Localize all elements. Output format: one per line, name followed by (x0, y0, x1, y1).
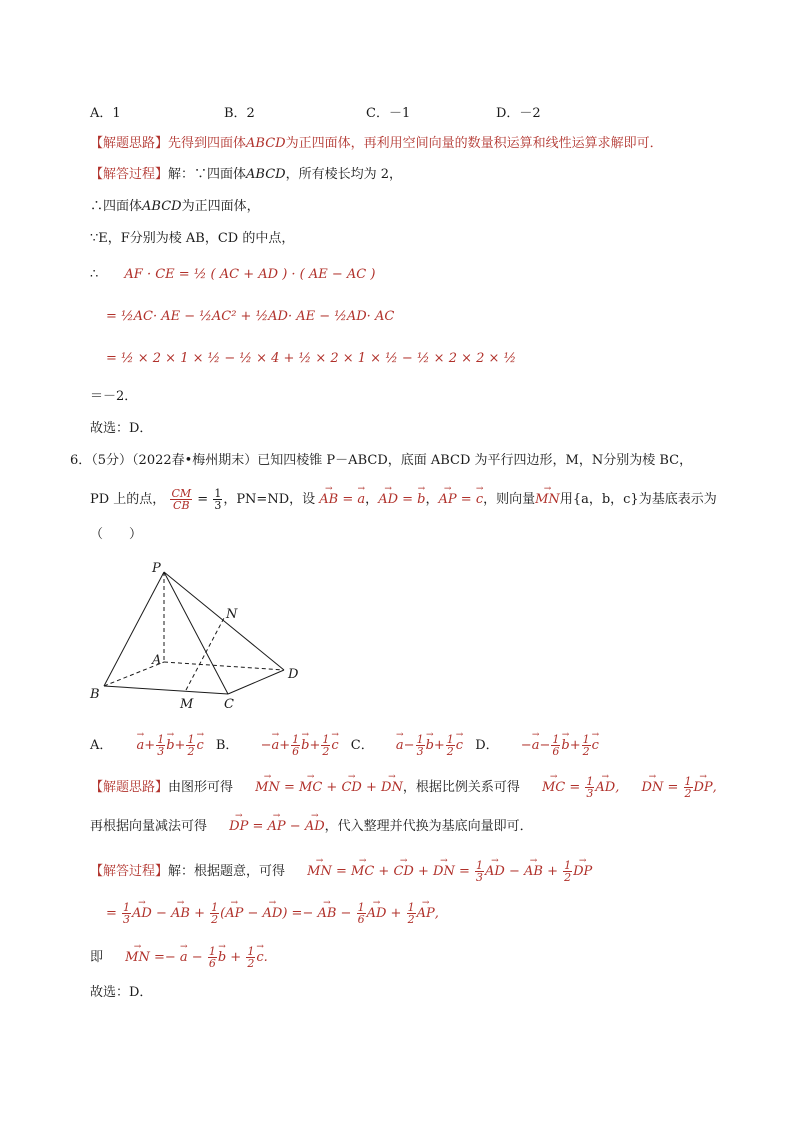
q5-eq3-text: = ½ × 2 × 1 × ½ − ½ × 4 + ½ × 2 × 1 × ½ − ½ × 2 × 2 × ½ (106, 351, 517, 366)
q6-hint-4: ，代入整理并代换为基底向量即可． (324, 819, 533, 834)
q6-stem-2b: ，PN=ND，设 (223, 492, 316, 507)
q6-hint-line-2: 再根据向量减法可得 → DP = → AP − → AD，代入整理并代换为基底向量即可． (90, 818, 533, 836)
label-b: B (90, 687, 100, 702)
q5-proc-2c: 为正四面体， (181, 199, 260, 214)
q5-option-c: C．－1 (366, 106, 411, 121)
q5-proc-line-1 (90, 166, 402, 184)
edge-pb (104, 572, 164, 686)
q6-option-b: B． (215, 738, 239, 753)
q5-proc-1c: ，所有棱长均为 2， (285, 167, 402, 182)
q6-option-a: A． (90, 738, 113, 753)
q5-option-b: B．2 (224, 106, 255, 121)
q6-options-line: A． → a+ $\frac{1}{3}$ → b+ $\frac{1}{2}$ → c B． −→ a+ $\frac{1}{6}$ → b+ $\frac{1}{2}$ → c C． → a− $\frac{1}{3}$ → b+ $\frac{1}{2}$ → c D． −→ a− $\frac{1}{6}$ → b+ $\frac{1}{2}$ → c (90, 734, 599, 757)
q5-hint-line (90, 135, 663, 153)
q5-eq-1 (90, 266, 375, 284)
q5-proc-2a: ∴四面体 (90, 199, 143, 214)
pyramid-figure (88, 556, 308, 716)
q6-stem-2c: ，则向量 (483, 492, 536, 507)
q5-eq-2 (106, 308, 394, 326)
label-m: M (180, 697, 194, 712)
q6-hint-2: ，根据比例关系可得 (402, 780, 520, 795)
label-p: P (152, 561, 161, 576)
label-d: D (288, 667, 299, 682)
q6-proc-line-3: 即 → MN =− → a − $\frac{1}{6}$ → b + $\frac{1}{2}$ → c. (90, 946, 268, 969)
q6-option-c: C． (350, 738, 374, 753)
q6-cm: CM (171, 487, 192, 500)
q5-proc-1a: 解：∵四面体 (168, 167, 247, 182)
q6-proc-1: 解：根据题意，可得 (168, 864, 286, 879)
edge-ad (164, 662, 284, 670)
edge-bc (104, 686, 228, 694)
q5-proc-line-3: ∵E，F分别为棱 AB，CD 的中点， (90, 231, 295, 246)
q5-proc-2b: ABCD (142, 199, 182, 214)
label-c: C (224, 697, 234, 712)
q6-stem-1: （5分）（2022春•梅州期末）已知四棱锥 P－ABCD，底面 ABCD 为平行四边形，M，N分别为棱 BC， (91, 453, 693, 468)
q6-cb: CB (173, 499, 190, 512)
q5-therefore: ∴ (90, 267, 99, 282)
q5-option-a: A．1 (90, 106, 121, 121)
q6-number: 6． (70, 453, 92, 468)
q6-hint-1: 由图形可得 (168, 780, 234, 795)
q6-stem-2a: PD 上的点， (90, 492, 166, 507)
q5-proc-line-2 (90, 198, 260, 216)
label-n: N (226, 607, 238, 622)
q5-eq-4: ＝－2． (90, 389, 138, 404)
q6-stem-line-1 (70, 452, 692, 470)
q6-proc-line-1: 【解答过程】解：根据题意，可得 → MN = → MC + → CD + → DN = $\frac{1}{3}$ → AD − → AB + $\frac{1}{2}$ → DP (90, 860, 592, 883)
q6-answer: 故选：D． (90, 985, 153, 1000)
q5-proc-tag: 【解答过程】 (90, 167, 169, 182)
q5-hint-text-2: 为正四面体，再利用空间向量的数量积运算和线性运算求解即可． (285, 136, 663, 151)
q6-hint-3: 再根据向量减法可得 (90, 819, 208, 834)
q5-eq-3 (106, 350, 516, 368)
q5-option-d: D．－2 (496, 106, 541, 121)
q5-eq2-text: = ½AC· AE − ½AC² + ½AD· AE − ½AD· AC (106, 309, 395, 324)
q6-ratio-fraction (170, 488, 192, 511)
q6-hint-tag: 【解题思路】 (90, 780, 169, 795)
q6-stem-line-2: PD 上的点， $\frac{CM}{CB}$ = $\frac{1}{3}$ ，PN=ND，设 → AB = → a，→ AD = → b，→ AP = → c，则向量→ MN用{a，b，c}为基底表示为 (90, 488, 717, 511)
q6-option-d: D． (475, 738, 499, 753)
q5-answer: 故选：D． (90, 421, 153, 436)
q6-hint-line-1: 【解题思路】由图形可得 → MN = → MC + → CD + → DN，根据比例关系可得 → MC = $\frac{1}{3}$ → AD, → DN = $\frac{1}{2}$ → DP, (90, 776, 717, 799)
q5-eq1-text: AF · CE = ½ ( AC + AD ) · ( AE − AC ) (124, 267, 376, 282)
q5-hint-text-1: 先得到四面体 (168, 136, 247, 151)
edge-cd (228, 670, 284, 694)
q5-hint-abcd: ABCD (246, 136, 286, 151)
edge-pc (164, 572, 228, 694)
segment-mn (186, 618, 224, 690)
q6-stem-2d: 用{a，b，c}为基底表示为 (559, 492, 717, 507)
q6-paren: （ ） (90, 527, 143, 542)
edge-pd (164, 572, 284, 670)
q6-proc-3: 即 (90, 950, 104, 965)
q5-hint-tag: 【解题思路】 (90, 136, 169, 151)
q6-proc-line-2: = $\frac{1}{3}$ → AD − → AB + $\frac{1}{2}$ (→ AP − → AD) =− → AB − $\frac{1}{6}$ → AD + $\frac{1}{2}$ → AP, (106, 902, 439, 925)
label-a: A (152, 653, 162, 668)
q5-proc-1b: ABCD (246, 167, 286, 182)
q6-proc-tag: 【解答过程】 (90, 864, 169, 879)
